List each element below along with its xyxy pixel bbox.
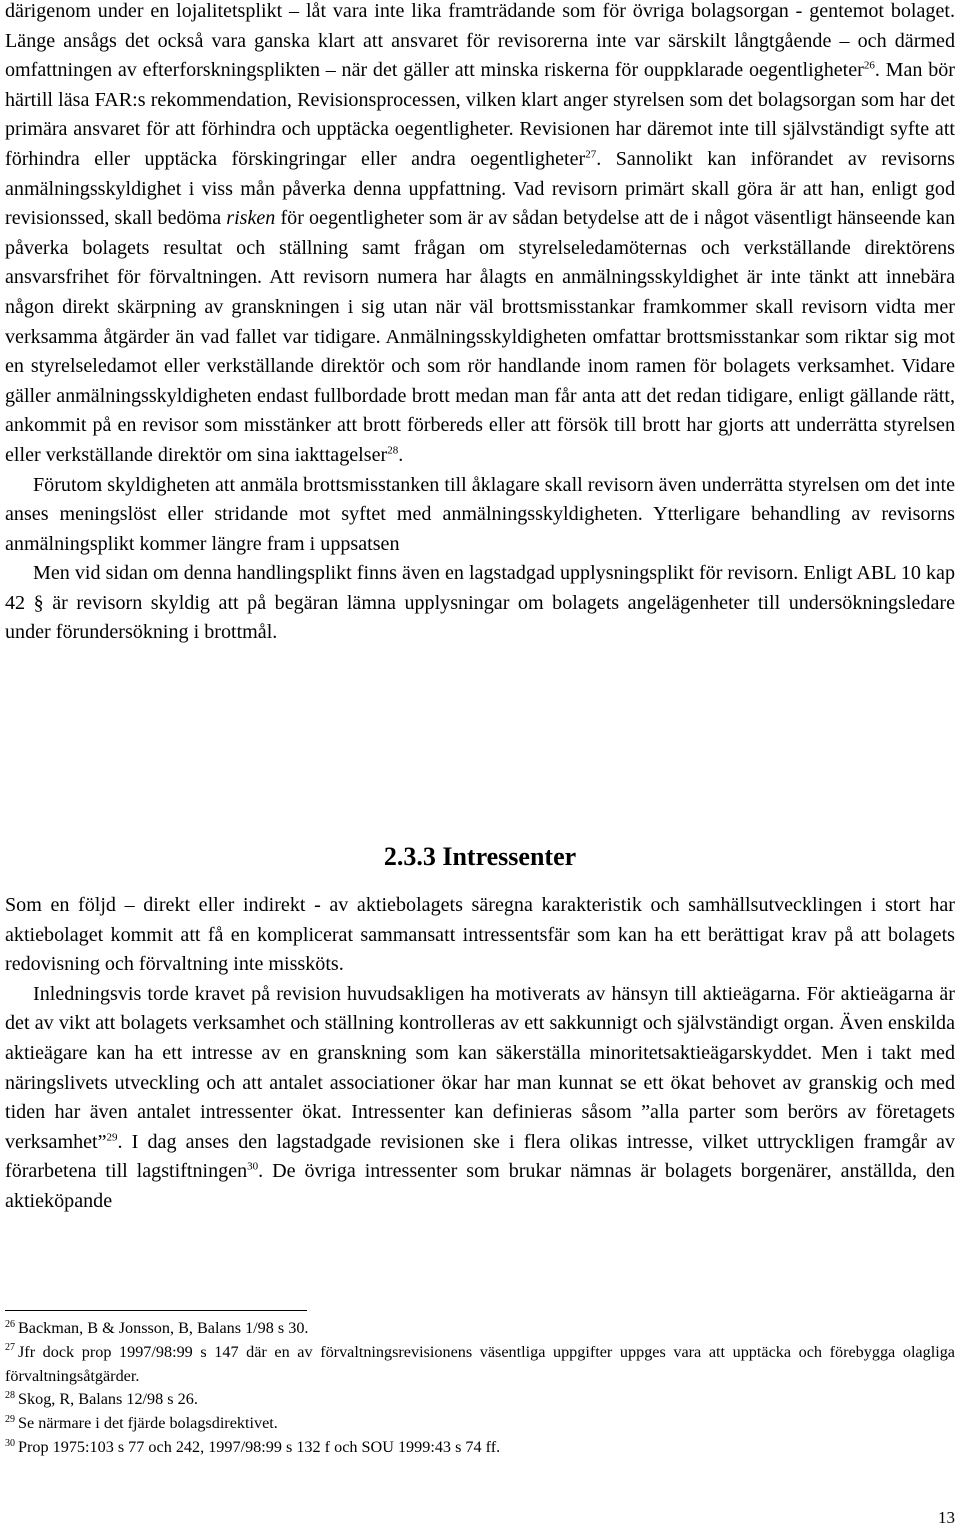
paragraph (5, 980, 955, 1217)
footnote-separator (5, 1310, 307, 1311)
footnote-reference: 30 (247, 1160, 259, 1173)
footnote-number: 26 (5, 1318, 15, 1330)
footnote-text: Backman, B & Jonsson, B, Balans 1/98 s 30. (18, 1319, 309, 1337)
text-run: Inledningsvis torde kravet på revision huvudsakligen ha motiverats av hänsyn till aktieägarna. För aktieägarna är det av vikt att bolagets verksamhet och ställning kontrolleras av ett sakkunnigt och självständigt organ. Även enskilda aktieägare kan ha ett intresse av en granskning som kan säkerställa minoritetsaktieägarskyddet. Men i takt med näringslivets utveckling och att antalet associationer ökar har man kunnat se ett ökat behovet av granskig och med tiden har även antalet intressenter ökat. Intressenter kan definieras såsom ”alla parter som berörs av företagets verksamhet” (5, 982, 955, 1153)
footnote-text: Skog, R, Balans 12/98 s 26. (18, 1390, 198, 1409)
paragraph (5, 559, 955, 648)
body-text-section-2 (5, 891, 955, 1217)
footnote-text: Se närmare i det fjärde bolagsdirektivet. (18, 1414, 278, 1433)
footnotes (5, 1317, 955, 1460)
text-run: Men vid sidan om denna handlingsplikt finns även en lagstadgad upplysningsplikt för revisorn. Enligt ABL 10 kap 42 § är revisorn skyldig att på begäran lämna upplysningar om bolagets angelägenheter till undersökningsledare under förundersökning i brottmål. (5, 562, 955, 644)
paragraph (5, 471, 955, 560)
footnote (5, 1317, 955, 1341)
footnote-number: 29 (5, 1413, 15, 1425)
text-run: för oegentligheter som är av sådan betydelse att de i något väsentligt hänseende kan påverka bolagets resultat och ställning samt frågan om styrelseledamöternas och verkställande direktörens ansvarsfrihet för förvaltningen. Att revisorn numera har ålagts en anmälningsskyldighet är inte tänkt att innebära någon direkt skärpning av granskningen i sig utan när väl brottsmisstankar framkommer skall revisorn vidta mer verksamma åtgärder än vad fallet var tidigare. Anmälningsskyldigheten omfattar brottsmisstankar som riktar sig mot en styrelseledamot eller verkställande direktör och som rör handlande inom ramen för bolagets verksamhet. Vidare gäller anmälningsskyldigheten endast fullbordade brott medan man får anta att det redan tidigare, enligt gällande rätt, ankommit på en revisor som misstänker att brott förbereds eller att försök till brott har gjorts att underrätta styrelsen eller verkställande direktör om sina iakttagelser (5, 207, 955, 466)
footnote-number: 28 (5, 1390, 15, 1401)
emphasized-text: risken (226, 207, 276, 230)
footnote-text: Prop 1975:103 s 77 och 242, 1997/98:99 s 132 f och SOU 1999:43 s 74 ff. (18, 1437, 501, 1456)
footnote-number: 27 (5, 1342, 15, 1354)
footnote (5, 1436, 955, 1460)
footnote-number: 30 (5, 1437, 15, 1449)
footnote (5, 1412, 955, 1436)
text-run: . Man bör härtill läsa FAR:s rekommendation, Revisionsprocessen, vilken klart anger styrelsen som det bolagsorgan som har det primära ansvaret för att förhindra och upptäcka oegentligheter. Revisionen har däremot inte till självständigt syfte att förhindra eller upptäcka förskingringar eller andra oegentligheter (5, 59, 955, 170)
text-run: . Sannolikt kan införandet av revisorns anmälningsskyldighet i viss mån påverka denna uppfattning. Vad revisorn primärt skall göra är att han, enligt god revisionssed, skall bedöma (5, 147, 955, 230)
text-run: därigenom under en lojalitetsplikt – låt vara inte lika framträdande som för övriga bolagsorgan - gentemot bolaget. Länge ansågs det också vara ganska klart att ansvaret för revisorerna inte var särskilt långtgående – och därmed omfattningen av efterforskningsplikten – när det gäller att minska riskerna för ouppklarade oegentligheter (5, 0, 955, 82)
footnote-reference: 29 (106, 1131, 118, 1144)
paragraph (5, 891, 955, 980)
page-number: 13 (938, 1508, 955, 1527)
footnote (5, 1388, 955, 1412)
footnote (5, 1341, 955, 1389)
text-run: . I dag anses den lagstadgade revisionen ske i flera olikas intresse, vilket uttryckligen framgår av förarbetena till lagstiftningen (5, 1130, 955, 1183)
section-heading: 2.3.3 Intressenter (383, 842, 577, 871)
text-run: . (398, 443, 404, 466)
text-run: . De övriga intressenter som brukar nämnas är bolagets borgenärer, anställda, den aktieköpande (5, 1160, 955, 1212)
text-run: Som en följd – direkt eller indirekt - av aktiebolagets säregna karakteristik och samhällsutvecklingen i stort har aktiebolaget kommit att få en komplicerat sammansatt intressentsfär som kan ha ett berättigat krav på att bolagets redovisning och förvaltning inte missköts. (5, 894, 955, 976)
footnote-reference: 26 (863, 59, 875, 72)
footnote-reference: 28 (387, 444, 399, 457)
text-run: Förutom skyldigheten att anmäla brottsmisstanken till åklagare skall revisorn även underrätta styrelsen om det inte anses meningslöst eller stridande mot syftet med anmälningsskyldigheten. Ytterligare behandling av revisorns anmälningsplikt kommer längre fram i uppsatsen (5, 473, 955, 555)
body-text-section-1 (5, 0, 955, 648)
paragraph (5, 0, 955, 471)
footnote-reference: 27 (585, 148, 597, 161)
footnote-text: Jfr dock prop 1997/98:99 s 147 där en av förvaltningsrevisionens väsentliga uppgifter uppges vara att upptäcka och förebygga olagliga förvaltningsåtgärder. (5, 1342, 955, 1385)
